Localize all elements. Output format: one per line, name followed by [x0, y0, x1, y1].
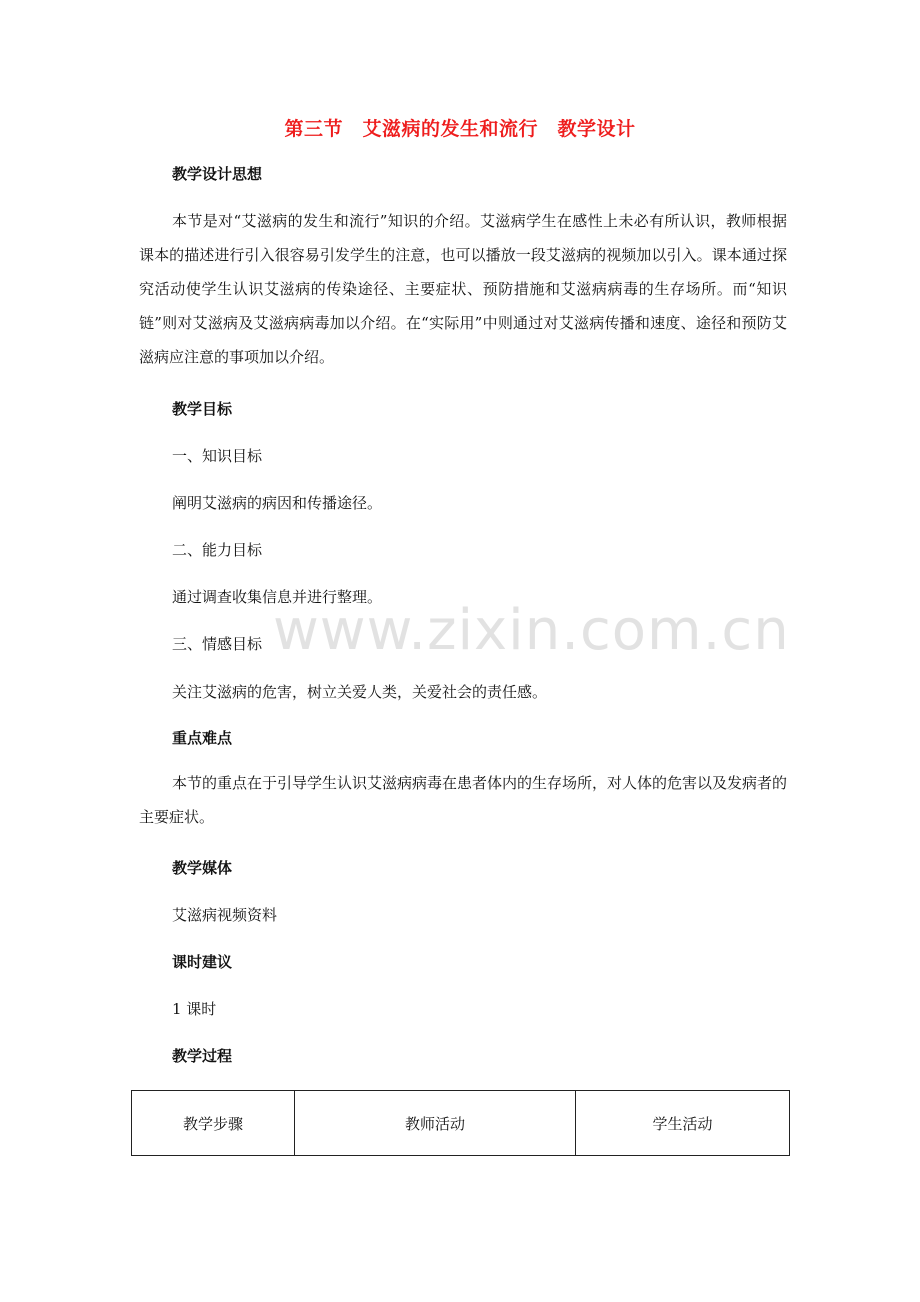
design-idea-paragraph: 本节是对“艾滋病的发生和流行”知识的介绍。艾滋病学生在感性上未必有所认识，教师根据课本的描述进行引入很容易引发学生的注意，也可以播放一段艾滋病的视频加以引入。课本通过探究活动使学生认识艾滋病的传染途径、主要症状、预防措施和艾滋病病毒的生存场所。而“知识链”则对艾滋病及艾滋病病毒加以介绍。在“实际用”中则通过对艾滋病传播和速度、途径和预防艾滋病应注意的事项加以介绍。 — [139, 212, 787, 366]
key-points-paragraph: 本节的重点在于引导学生认识艾滋病病毒在患者体内的生存场所，对人体的危害以及发病者的主要症状。 — [139, 774, 788, 826]
column-header-student: 学生活动 — [576, 1091, 790, 1156]
ability-objective-text: 通过调查收集信息并进行整理。 — [172, 588, 383, 606]
media-text: 艾滋病视频资料 — [172, 906, 278, 924]
knowledge-objective-text: 阐明艾滋病的病因和传播途径。 — [172, 494, 383, 512]
column-header-steps: 教学步骤 — [132, 1091, 295, 1156]
emotion-objective-label: 三、情感目标 — [172, 635, 263, 653]
media-heading: 教学媒体 — [172, 859, 233, 877]
column-header-teacher: 教师活动 — [295, 1091, 576, 1156]
process-heading: 教学过程 — [172, 1047, 233, 1065]
document-title: 第三节 艾滋病的发生和流行 教学设计 — [284, 118, 636, 140]
key-points-heading: 重点难点 — [172, 729, 233, 747]
emotion-objective-text: 关注艾滋病的危害，树立关爱人类，关爱社会的责任感。 — [172, 683, 548, 701]
hours-heading: 课时建议 — [172, 953, 233, 971]
hours-text: 1 课时 — [172, 1000, 217, 1018]
table-header-row — [132, 1091, 790, 1156]
knowledge-objective-label: 一、知识目标 — [172, 447, 263, 465]
process-table — [131, 1090, 790, 1156]
watermark: www.zixin.com.cn — [273, 598, 790, 663]
objectives-heading: 教学目标 — [172, 400, 233, 418]
design-idea-heading: 教学设计思想 — [172, 165, 263, 183]
ability-objective-label: 二、能力目标 — [172, 541, 263, 559]
